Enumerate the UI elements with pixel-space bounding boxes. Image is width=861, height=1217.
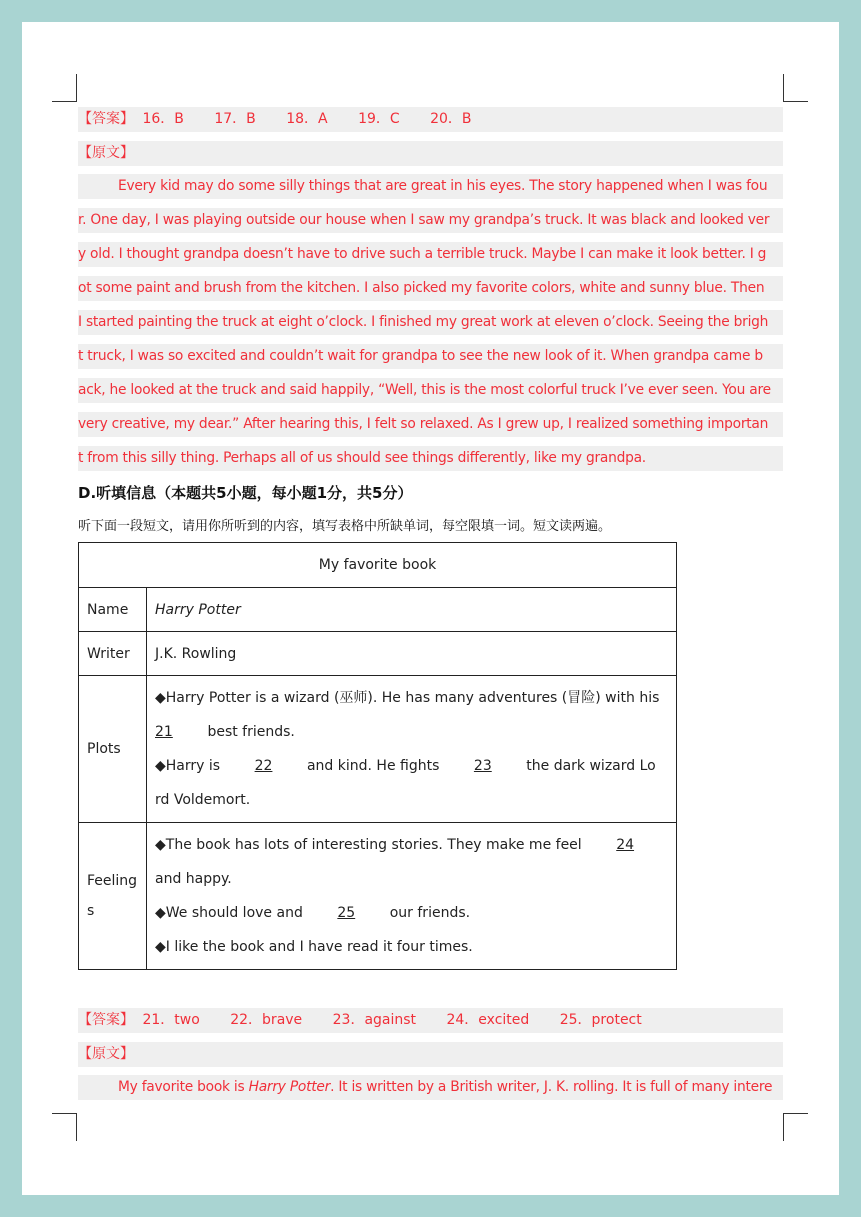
answer-item: 20．B xyxy=(430,111,472,127)
plots-text: best friends. xyxy=(207,724,295,740)
passage-line: y old. I thought grandpa doesn’t have to drive such a terrible truck. Maybe I can make it look better. I g xyxy=(78,242,783,267)
row-label-name: Name xyxy=(79,588,147,632)
plots-line-1: ◆Harry Potter is a wizard (巫师). He has many adventures (冒险) with his xyxy=(155,690,660,706)
feelings-text: ◆The book has lots of interesting stories. They make me feel xyxy=(155,837,582,853)
table-row xyxy=(79,588,677,632)
blank-21: 21 xyxy=(155,724,173,740)
crop-mark-bottom-right xyxy=(783,1113,808,1141)
writer-value: J.K. Rowling xyxy=(147,632,677,676)
crop-mark-bottom-left xyxy=(52,1113,77,1141)
answer-item: 17．B xyxy=(214,111,256,127)
row-label-writer: Writer xyxy=(79,632,147,676)
feelings-cell xyxy=(147,823,677,970)
favorite-book-table xyxy=(78,542,677,970)
passage-line: t truck, I was so excited and couldn’t wait for grandpa to see the new look of it. When grandpa came b xyxy=(78,344,783,369)
row-label-feelings xyxy=(79,823,147,970)
answer-item: 16．B xyxy=(142,111,184,127)
passage-line: Every kid may do some silly things that are great in his eyes. The story happened when I was fou xyxy=(78,174,783,199)
crop-mark-top-right xyxy=(783,74,808,102)
passage-line xyxy=(78,1075,783,1100)
answer-item: 18．A xyxy=(286,111,328,127)
passage-line: ot some paint and brush from the kitchen. I also picked my favorite colors, white and sunny blue. Then xyxy=(78,276,783,301)
plots-text: and kind. He fights xyxy=(306,758,440,774)
document-page xyxy=(22,22,839,1195)
answer-item: 25．protect xyxy=(559,1012,642,1028)
plots-line-4: rd Voldemort. xyxy=(155,792,251,808)
passage-line: r. One day, I was playing outside our house when I saw my grandpa’s truck. It was black and looked ver xyxy=(78,208,783,233)
passage-line: very creative, my dear.” After hearing this, I felt so relaxed. As I grew up, I realized something importan xyxy=(78,412,783,437)
answer-label: 【答案】 xyxy=(78,1012,134,1028)
answer-item: 24．excited xyxy=(446,1012,530,1028)
passage-1 xyxy=(78,174,783,480)
table-row xyxy=(79,823,677,970)
section-d-instruction: 听下面一段短文，请用你所听到的内容，填写表格中所缺单词，每空限填一词。短文读两遍。 xyxy=(78,519,612,534)
yuanwen-label-1: 【原文】 xyxy=(78,141,783,166)
feelings-label-part: Feeling xyxy=(87,873,138,889)
answer-item: 23．against xyxy=(332,1012,417,1028)
section-d-title: D.听填信息（本题共5小题，每小题1分，共5分） xyxy=(78,484,413,502)
yuanwen-label-2: 【原文】 xyxy=(78,1042,783,1067)
plots-cell xyxy=(147,676,677,823)
plots-text: ◆Harry is xyxy=(155,758,221,774)
feelings-text: our friends. xyxy=(389,905,471,921)
passage-line: I started painting the truck at eight o’clock. I finished my great work at eleven o’clock. Seeing the brigh xyxy=(78,310,783,335)
row-label-plots: Plots xyxy=(79,676,147,823)
table-row xyxy=(79,676,677,823)
feelings-line-2: and happy. xyxy=(155,871,232,887)
crop-mark-top-left xyxy=(52,74,77,102)
feelings-line-3 xyxy=(155,896,668,930)
feelings-label-part: s xyxy=(87,903,95,919)
passage-2-title: Harry Potter xyxy=(248,1079,331,1095)
table-row xyxy=(79,632,677,676)
blank-25: 25 xyxy=(337,905,356,921)
passage-line: ack, he looked at the truck and said happily, “Well, this is the most colorful truck I’ve ever seen. You are xyxy=(78,378,783,403)
feelings-text: ◆We should love and xyxy=(155,905,303,921)
blank-22: 22 xyxy=(254,758,273,774)
answer-item: 22．brave xyxy=(230,1012,303,1028)
blank-23: 23 xyxy=(473,758,492,774)
answer-line-2 xyxy=(78,1008,783,1033)
plots-text: the dark wizard Lo xyxy=(526,758,656,774)
passage-line: t from this silly thing. Perhaps all of us should see things differently, like my grandpa. xyxy=(78,446,783,471)
plots-line-2 xyxy=(155,715,668,749)
answer-line-1 xyxy=(78,107,783,132)
answer-item: 19．C xyxy=(358,111,400,127)
answer-item: 21．two xyxy=(142,1012,200,1028)
answer-label: 【答案】 xyxy=(78,111,134,127)
passage-2-text-a: My favorite book is xyxy=(118,1079,249,1095)
plots-line-3 xyxy=(155,749,668,783)
table-title: My favorite book xyxy=(79,543,677,588)
blank-24: 24 xyxy=(616,837,635,853)
feelings-line-1 xyxy=(155,828,668,862)
feelings-line-4: ◆I like the book and I have read it four times. xyxy=(155,939,473,955)
passage-2-text-b: . It is written by a British writer, J. K. rolling. It is full of many intere xyxy=(330,1079,773,1095)
passage-2 xyxy=(78,1075,783,1109)
book-name-value: Harry Potter xyxy=(147,588,677,632)
